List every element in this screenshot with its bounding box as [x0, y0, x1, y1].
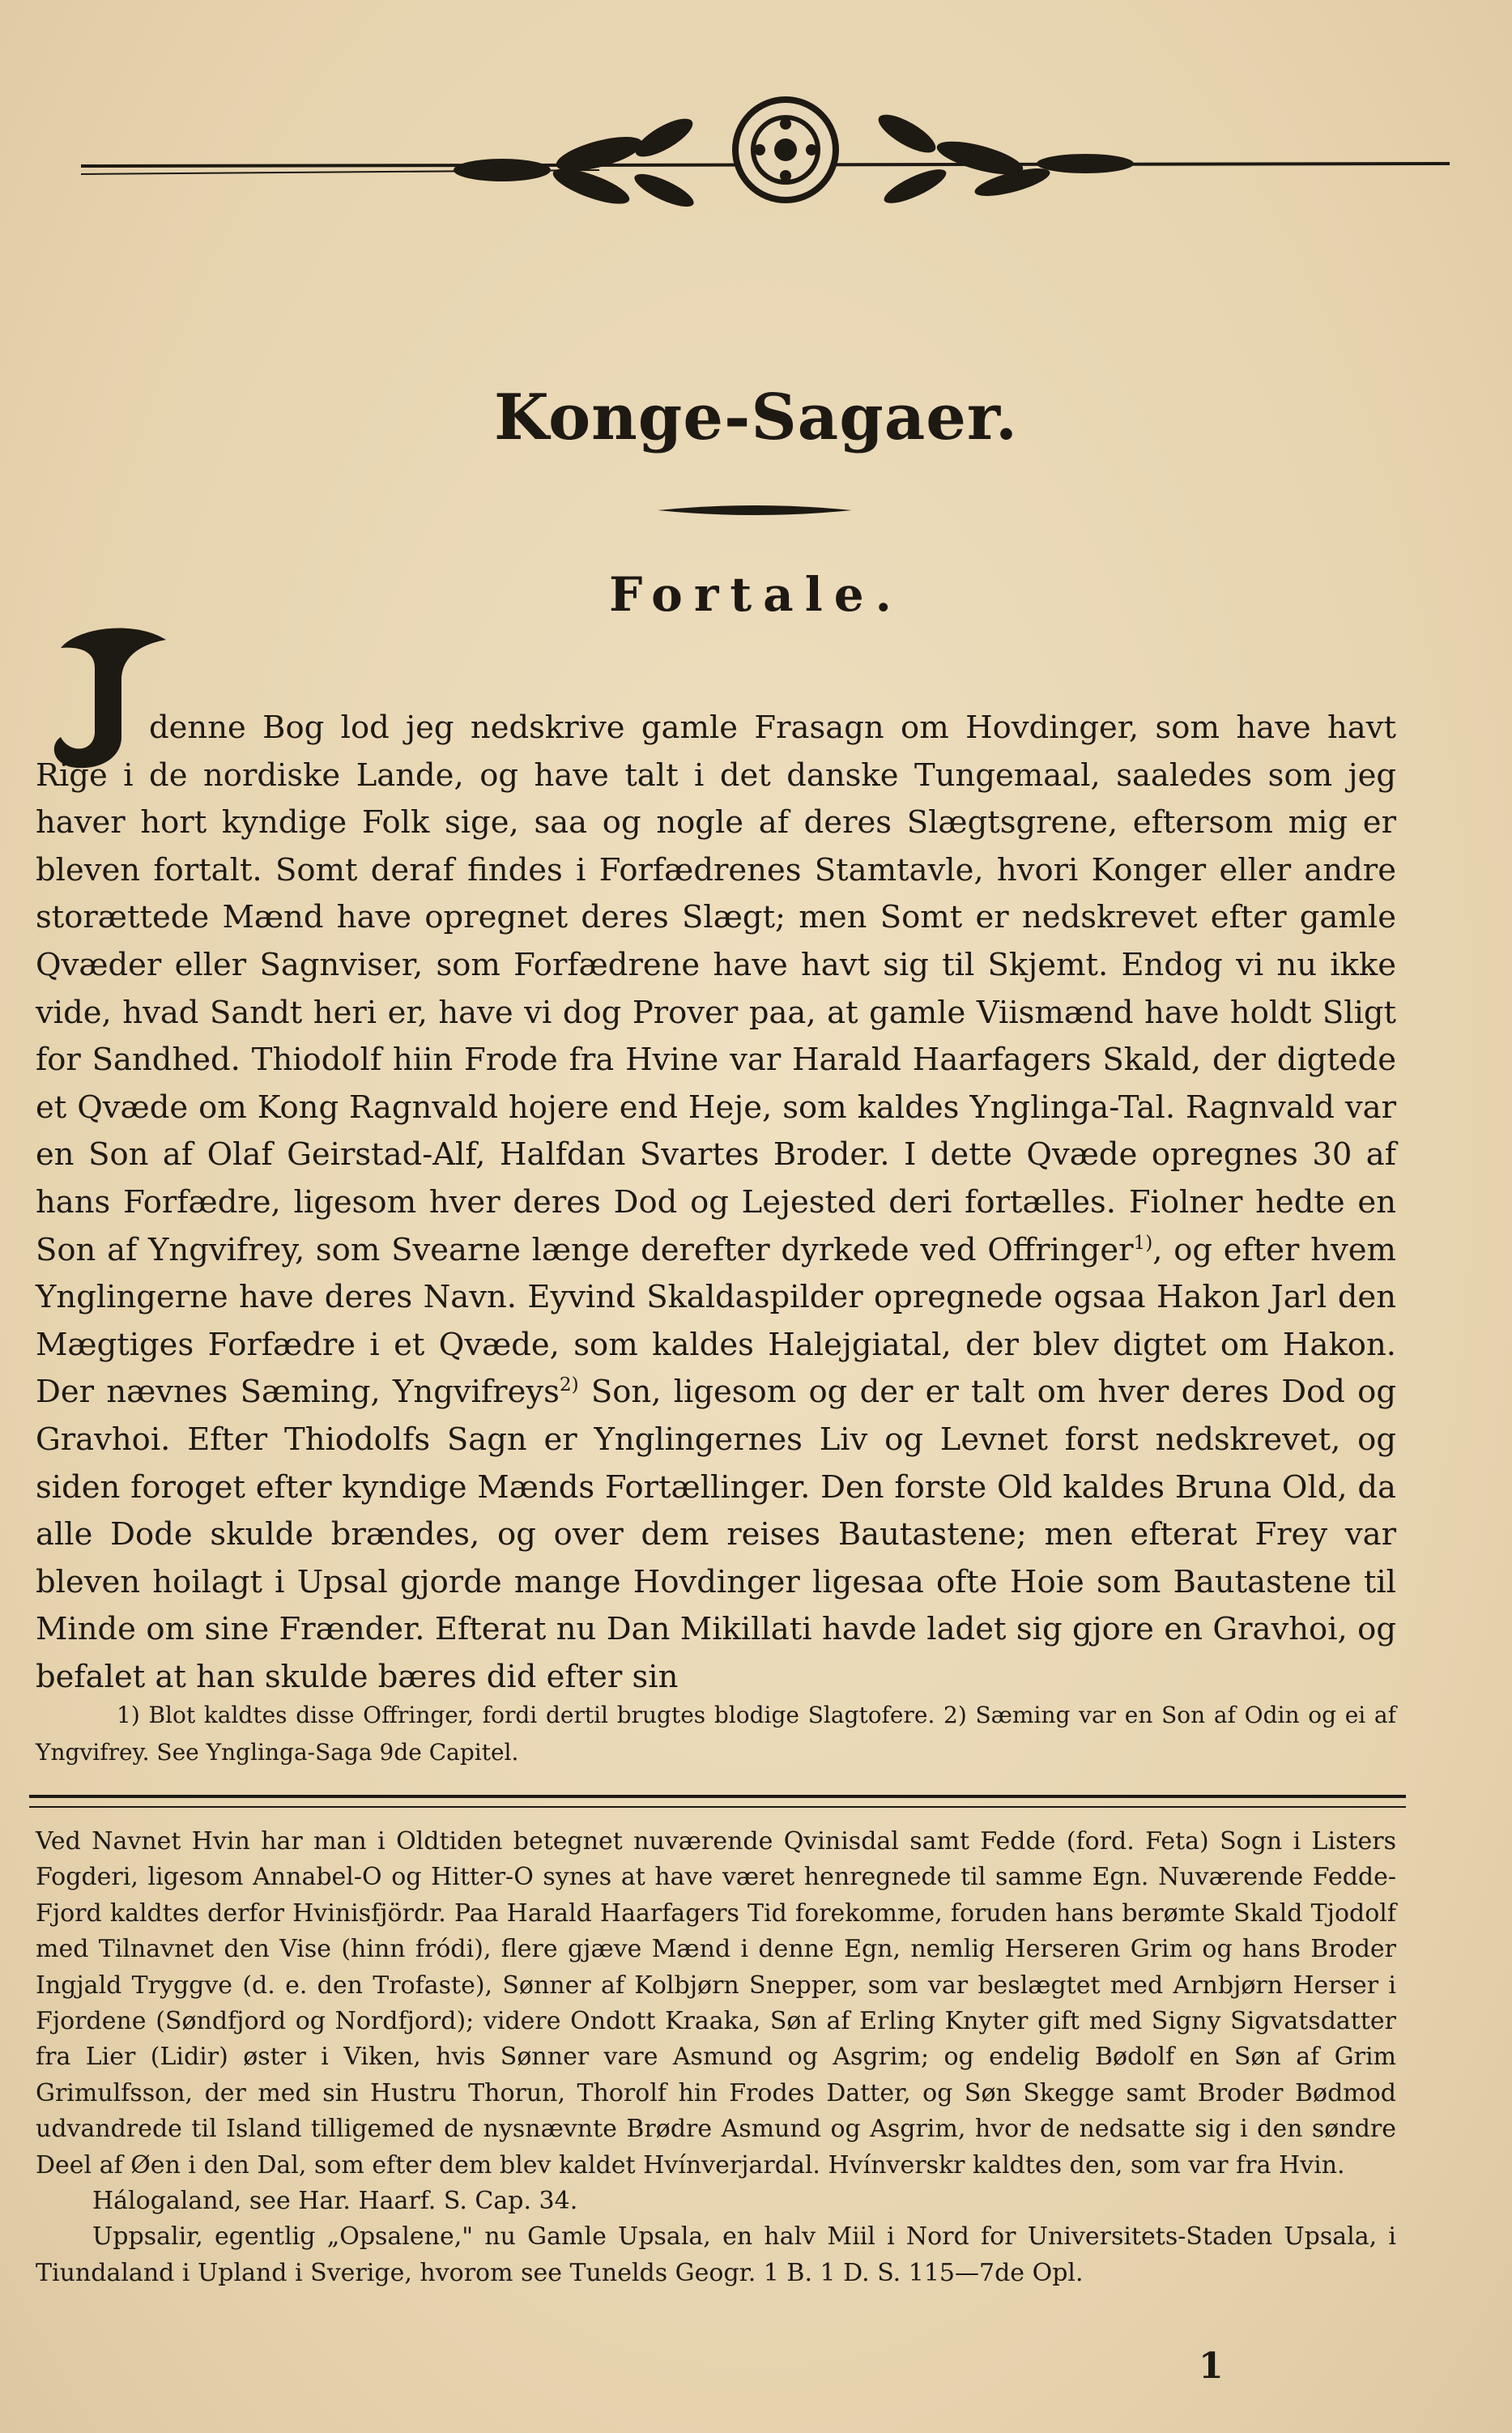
main-body-text: [36, 705, 1396, 1701]
page-title: Konge-Sagaer.: [493, 381, 1019, 454]
body-part-2: , og efter hvem Ynglingerne have deres Navn. Eyvind Skaldaspilder opregnede ogsaa Hakon Jarl den Mægtiges Forfædre i et Qvæde, som kaldes Halejgiatal, der blev digtet om Hakon. Der nævnes Sæming, Yngvifreys: [36, 1231, 1396, 1411]
section-heading: Fortale.: [609, 567, 903, 622]
notes-divider: [29, 1795, 1406, 1808]
note-hvin: Ved Navnet Hvin har man i Oldtiden betegnet nuværende Qvinisdal samt Fedde (ford. Feta) Sogn i Listers Fogderi, ligesom Annabel-O og Hitter-O synes at have været henregnede til samme Egn. Nuværende Fedde-Fjord kaldtes derfor Hvinisfjördr. Paa Harald Haarfagers Tid forekomme, foruden hans berømte Skald Tjodolf med Tilnavnet den Vise (hinn fródi), flere gjæve Mænd i denne Egn, nemlig Herseren Grim og hans Broder Ingjald Tryggve (d. e. den Trofaste), Sønner af Kolbjørn Snepper, som var beslægtet med Arnbjørn Herser i Fjordene (Søndfjord og Nordfjord); videre Ondott Kraaka, Søn af Erling Knyter gift med Signy Sigvatsdatter fra Lier (Lidir) øster i Viken, hvis Sønner vare Asmund og Asgrim; og endelig Bødolf en Søn af Grim Grimulfsson, der med sin Hustru Thorun, Thorolf hin Frodes Datter, og Søn Skegge samt Broder Bødmod udvandrede til Island tilligemed de nysnævnte Brødre Asmund og Asgrim, hvor de nedsatte sig i den søndre Deel af Øen i den Dal, som efter dem blev kaldet Hvínverjardal. Hvínverskr kaldtes den, som var fra Hvin.: [36, 1827, 1396, 2179]
note-halogaland: Hálogaland, see Har. Haarf. S. Cap. 34.: [92, 2187, 578, 2216]
body-part-3: Son, ligesom og der er talt om hver deres Dod og Gravhoi. Efter Thiodolfs Sagn er Ynglingernes Liv og Levnet forst nedskrevet, og siden foroget efter kyndige Mænds Fortællinger. Den forste Old kaldes Bruna Old, da alle Dode skulde brændes, og over dem reises Bautastene; men efterat Frey var bleven hoilagt i Upsal gjorde mange Hovdinger ligesaa ofte Hoie som Bautastene til Minde om sine Frænder. Efterat nu Dan Mikillati havde ladet sig gjore en Gravhoi, og befalet at han skulde bæres did efter sin: [36, 1374, 1396, 1695]
note-uppsalir: Uppsalir, egentlig „Opsalene," nu Gamle Upsala, en halv Miil i Nord for Universitets-Staden Upsala, i Tiundaland i Upland i Sverige, hvorom see Tunelds Geogr. 1 B. 1 D. S. 115—7de Opl.: [36, 2222, 1396, 2287]
footnotes: [36, 1697, 1396, 1771]
editorial-notes: [36, 1824, 1396, 2291]
footnote-marker-2: 2): [559, 1374, 579, 1396]
floral-ornament-header: [81, 89, 1450, 211]
body-part-1: denne Bog lod jeg nedskrive gamle Frasagn om Hovdinger, som have havt Rige i de nordiske Lande, og have talt i det danske Tungemaal, saaledes som jeg haver hort kyndige Folk sige, saa og nogle af deres Slægtsgrene, eftersom mig er bleven fortalt. Somt deraf findes i Forfædrenes Stamtavle, hvori Konger eller andre storættede Mænd have opregnet deres Slægt; men Somt er nedskrevet efter gamle Qvæder eller Sagnviser, som Forfædrene have havt sig til Skjemt. Endog vi nu ikke vide, hvad Sandt heri er, have vi dog Prover paa, at gamle Viismænd have holdt Sligt for Sandhed. Thiodolf hiin Frode fra Hvine var Harald Haarfagers Skald, der digtede et Qvæde om Kong Ragnvald hojere end Heje, som kaldes Ynglinga-Tal. Ragnvald var en Son af Olaf Geirstad-Alf, Halfdan Svartes Broder. I dette Qvæde opregnes 30 af hans Forfædre, ligesom hver deres Dod og Lejested deri fortælles. Fiolner hedte en Son af Yngvifrey, som Svearne længe derefter dyrkede ved Offringer: [36, 709, 1396, 1268]
title-rule: [658, 502, 852, 518]
page-number: 1: [1199, 2346, 1224, 2387]
footnote-text: 1) Blot kaldtes disse Offringer, fordi dertil brugtes blodige Slagtofere. 2) Sæming var en Son af Odin og ei af Yngvifrey. See Ynglinga-Saga 9de Capitel.: [36, 1702, 1396, 1766]
footnote-marker-1: 1): [1133, 1232, 1153, 1254]
